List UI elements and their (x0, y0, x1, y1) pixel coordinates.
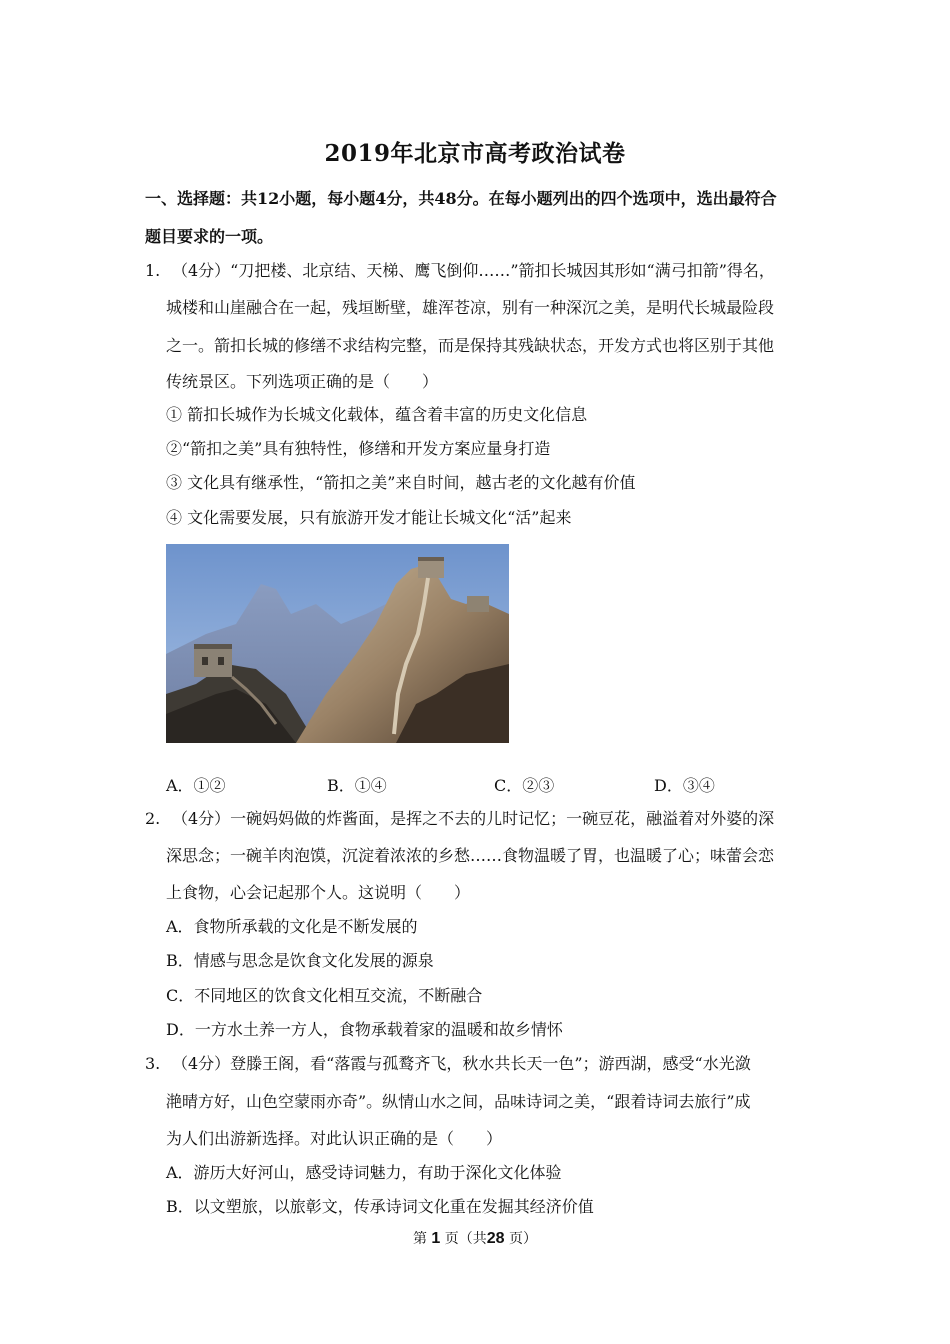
question-3-number: 3. (145, 1054, 161, 1073)
question-1-statement-4: ④ 文化需要发展，只有旅游开发才能让长城文化“活”起来 (166, 508, 572, 527)
footer-total-pages: 28 (486, 1230, 505, 1247)
question-1-option-a: A．①② (166, 776, 226, 795)
footer-middle: 页（共 (444, 1231, 487, 1247)
question-2-option-c: C．不同地区的饮食文化相互交流，不断融合 (166, 986, 483, 1005)
footer-suffix: 页） (509, 1231, 538, 1247)
question-1-option-d: D．③④ (654, 776, 715, 795)
question-3-text-line3: 为人们出游新选择。对此认识正确的是（ ） (166, 1129, 503, 1148)
question-2-text-line1: （4分）一碗妈妈做的炸酱面，是挥之不去的儿时记忆；一碗豆花，融溢着对外婆的深 (172, 809, 775, 828)
question-2-option-b: B．情感与思念是饮食文化发展的源泉 (166, 951, 434, 970)
question-1-text-line3: 之一。箭扣长城的修缮不求结构完整，而是保持其残缺状态，开发方式也将区别于其他 (166, 336, 775, 355)
question-1-statement-2: ②“箭扣之美”具有独特性，修缮和开发方案应量身打造 (166, 439, 551, 458)
question-2-option-d: D．一方水土养一方人，食物承载着家的温暖和故乡情怀 (166, 1020, 563, 1039)
footer-prefix: 第 (412, 1231, 427, 1247)
question-2-text-line2: 深思念；一碗羊肉泡馍，沉淀着浓浓的乡愁……食物温暖了胃，也温暖了心；味蕾会恋 (166, 846, 775, 865)
question-1-text-line4: 传统景区。下列选项正确的是（ ） (166, 372, 439, 391)
question-3-text-line1: （4分）登滕王阁，看“落霞与孤鹜齐飞，秋水共长天一色”；游西湖，感受“水光潋 (172, 1054, 751, 1073)
footer-page-number: 1 (431, 1230, 441, 1247)
section-heading-line2: 题目要求的一项。 (145, 227, 274, 246)
question-3-option-a: A．游历大好河山，感受诗词魅力，有助于深化文化体验 (166, 1163, 562, 1182)
question-3-text-line2: 滟晴方好，山色空蒙雨亦奇”。纵情山水之间，品味诗词之美，“跟着诗词去旅行”成 (166, 1092, 751, 1111)
question-2-option-a: A．食物所承载的文化是不断发展的 (166, 917, 418, 936)
question-3-option-b: B．以文塑旅，以旅彰文，传承诗词文化重在发掘其经济价值 (166, 1197, 594, 1216)
section-heading-line1: 一、选择题：共12小题，每小题4分，共48分。在每小题列出的四个选项中，选出最符合 (145, 189, 777, 208)
great-wall-photo (166, 544, 509, 743)
question-2-number: 2. (145, 809, 161, 828)
question-2-text-line3: 上食物，心会记起那个人。这说明（ ） (166, 883, 471, 902)
question-1-text-line2: 城楼和山崖融合在一起，残垣断壁，雄浑苍凉，别有一种深沉之美，是明代长城最险段 (166, 298, 775, 317)
question-1-number: 1. (145, 261, 161, 280)
question-1-statement-3: ③ 文化具有继承性，“箭扣之美”来自时间，越古老的文化越有价值 (166, 473, 636, 492)
question-1-statement-1: ① 箭扣长城作为长城文化载体，蕴含着丰富的历史文化信息 (166, 405, 588, 424)
page-footer (0, 1228, 950, 1248)
question-1-option-b: B．①④ (327, 776, 387, 795)
question-1-text-line1: （4分）“刀把楼、北京结、天梯、鹰飞倒仰……”箭扣长城因其形如“满弓扣箭”得名， (172, 261, 775, 280)
page-title: 2019年北京市高考政治试卷 (324, 140, 626, 167)
question-1-option-c: C．②③ (494, 776, 555, 795)
